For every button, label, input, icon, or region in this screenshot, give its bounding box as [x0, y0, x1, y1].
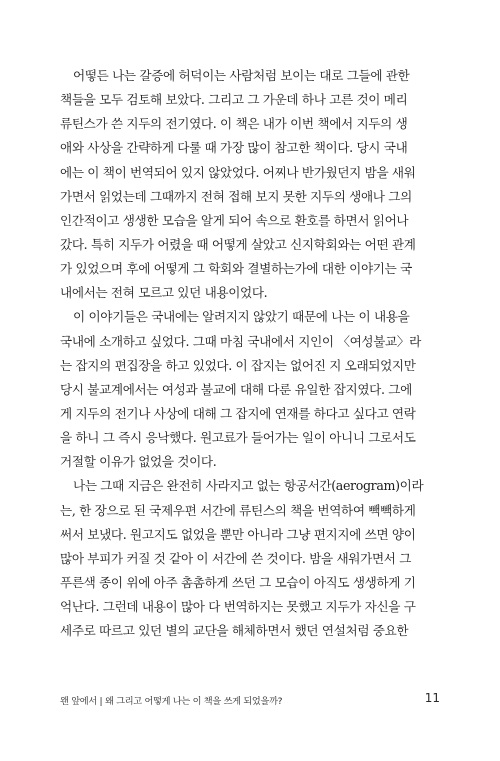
running-title: 왠 앞에서 | 왜 그리고 어떻게 나는 이 책을 쓰게 되었을까? — [60, 696, 283, 707]
text-line: 는 잡지의 편집장을 하고 있었다. 이 잡지는 없어진 지 오래되었지만 — [60, 357, 416, 373]
text-line: 당시 불교계에서는 여성과 불교에 대해 다룬 유일한 잡지였다. 그에 — [60, 381, 412, 397]
text-line: 억난다. 그런데 내용이 많아 다 번역하지는 못했고 지두가 자신을 구 — [60, 599, 416, 615]
text-line: 인간적이고 생생한 모습을 알게 되어 속으로 환호를 하면서 읽어나 — [60, 212, 409, 228]
text-line: 책들을 모두 검토해 보았다. 그리고 그 가운데 하나 고른 것이 메리 — [60, 92, 408, 108]
text-line: 가면서 읽었는데 그때까지 전혀 접해 보지 못한 지두의 생애나 그의 — [60, 188, 412, 204]
text-line: 는, 한 장으로 된 국제우편 서간에 류틴스의 책을 번역하여 빽빽하게 — [60, 502, 416, 518]
text-line: 류틴스가 쓴 지두의 전기였다. 이 책은 내가 이번 책에서 지두의 생 — [60, 116, 408, 132]
text-line: 갔다. 특히 지두가 어렸을 때 어떻게 살았고 신지학회와는 어떤 관계 — [60, 236, 416, 252]
text-line: 국내에 소개하고 싶었다. 그때 마침 국내에서 지인이 〈여성불교〉라 — [60, 333, 421, 349]
text-line: 세주로 따르고 있던 별의 교단을 해체하면서 했던 연설처럼 중요한 — [60, 623, 409, 639]
text-line: 애와 사상을 간략하게 다룰 때 가장 많이 참고한 책이다. 당시 국내 — [60, 140, 408, 156]
text-line: 나는 그때 지금은 완전히 사라지고 없는 항공서간(aerogram)이라 — [73, 478, 424, 494]
page-footer — [60, 691, 440, 711]
paragraph-2 — [60, 305, 440, 474]
text-line: 을 하니 그 즉시 응낙했다. 원고료가 들어가는 일이 아니니 그로서도 — [60, 430, 416, 446]
paragraph-1 — [60, 64, 440, 305]
text-line: 가 있었으며 후에 어떻게 그 학회와 결별하는가에 대한 이야기는 국 — [60, 261, 412, 277]
body-text — [60, 64, 440, 643]
text-line: 거절할 이유가 없었을 것이다. — [60, 454, 217, 470]
text-line: 푸른색 종이 위에 아주 촘촘하게 쓰던 그 모습이 아직도 생생하게 기 — [60, 574, 416, 590]
text-line: 이 이야기들은 국내에는 알려지지 않았기 때문에 나는 이 내용을 — [73, 309, 410, 325]
text-line: 어떻든 나는 갈증에 허덕이는 사람처럼 보이는 대로 그들에 관한 — [73, 68, 410, 83]
text-line: 게 지두의 전기나 사상에 대해 그 잡지에 연재를 하다고 싶다고 연락 — [60, 405, 416, 421]
paragraph-3 — [60, 474, 440, 643]
text-line: 많아 부피가 커질 것 같아 이 서간에 쓴 것이다. 밤을 새워가면서 그 — [60, 550, 412, 566]
text-line: 에는 이 책이 번역되어 있지 않았었다. 어찌나 반가웠던지 밤을 새워 — [60, 164, 416, 180]
page-number: 11 — [424, 691, 440, 705]
text-line: 써서 보냈다. 원고지도 없었을 뿐만 아니라 그냥 편지지에 쓰면 양이 — [60, 526, 416, 542]
text-line: 내에서는 전혀 모르고 있던 내용이었다. — [60, 285, 268, 301]
